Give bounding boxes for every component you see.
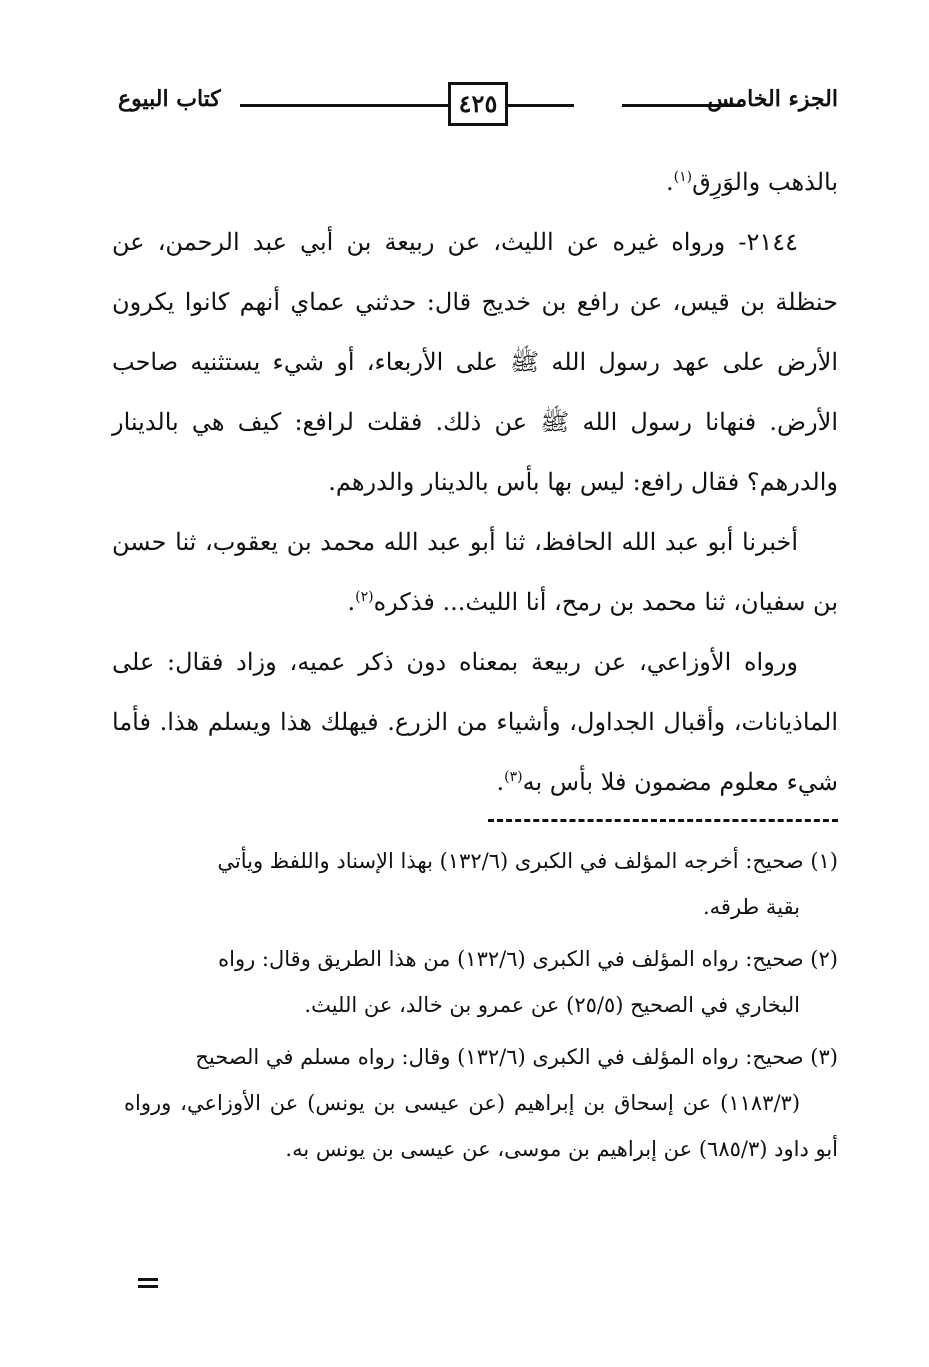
part-title: الجزء الخامس (707, 86, 838, 112)
footnote-1 (124, 838, 838, 930)
paragraph-awzai-text: ورواه الأوزاعي، عن ربيعة بمعناه دون ذكر عميه، وزاد فقال: على الماذيانات، وأقبال الجداول، وأشياء من الزرع. فيهلك هذا ويسلم هذا. فأما شيء معلوم مضمون فلا بأس به (112, 648, 838, 796)
main-text (112, 152, 838, 814)
footnote-ref-2: (٢) (355, 589, 374, 605)
paragraph-awzai (112, 632, 838, 814)
footnote-1-first-line: (١) صحيح: أخرجه المؤلف في الكبرى (١٣٢/٦) بهذا الإسناد واللفظ ويأتي (217, 849, 838, 873)
footnote-1-continuation: بقية طرقه. (702, 895, 800, 919)
footnotes (124, 838, 838, 1178)
paragraph-0-end: . (665, 168, 674, 196)
paragraph-isnad (112, 512, 838, 632)
paragraph-awzai-end: . (496, 768, 505, 796)
book-title: كتاب البيوع (118, 86, 221, 112)
footnote-ref-1: (١) (673, 169, 693, 185)
paragraph-isnad-text: أخبرنا أبو عبد الله الحافظ، ثنا أبو عبد الله محمد بن يعقوب، ثنا حسن بن سفيان، ثنا محمد بن رمح، أنا الليث... فذكره (112, 528, 838, 616)
footnote-3 (124, 1034, 838, 1172)
page-number: ٤٢٥ (448, 82, 508, 126)
hadith-2144: ٢١٤٤- ورواه غيره عن الليث، عن ربيعة بن أبي عبد الرحمن، عن حنظلة بن قيس، عن رافع بن خديج قال: حدثني عماي أنهم كانوا يكرون الأرض على عهد رسول الله ﷺ على الأربعاء، أو شيء يستثنيه صاحب الأرض. فنهانا رسول الله ﷺ عن ذلك. فقلت لرافع: كيف هي بالدينار والدرهم؟ فقال رافع: ليس بها بأس بالدينار والدرهم. (112, 228, 838, 496)
paragraph-0 (112, 152, 838, 212)
paragraph-0-text: بالذهب والوَرِق (692, 168, 838, 196)
footnote-separator (488, 819, 838, 822)
paragraph-isnad-end: . (347, 588, 356, 616)
header-rule-left (240, 104, 574, 107)
footnote-3-continuation: (١١٨٣/٣) عن إسحاق بن إبراهيم (عن عيسى بن يونس) عن الأوزاعي، ورواه أبو داود (٦٨٥/٣) عن إبراهيم بن موسى، عن عيسى بن يونس به. (124, 1091, 838, 1161)
footnote-3-first-line: (٣) صحيح: رواه المؤلف في الكبرى (١٣٢/٦) وقال: رواه مسلم في الصحيح (195, 1045, 838, 1069)
footnote-2-continuation: البخاري في الصحيح (٢٥/٥) عن عمرو بن خالد، عن الليث. (304, 993, 800, 1017)
end-mark (138, 1278, 158, 1292)
footnote-ref-3: (٣) (504, 769, 523, 785)
page-header (118, 82, 838, 130)
footnote-2-first-line: (٢) صحيح: رواه المؤلف في الكبرى (١٣٢/٦) من هذا الطريق وقال: رواه (218, 947, 838, 971)
footnote-2 (124, 936, 838, 1028)
